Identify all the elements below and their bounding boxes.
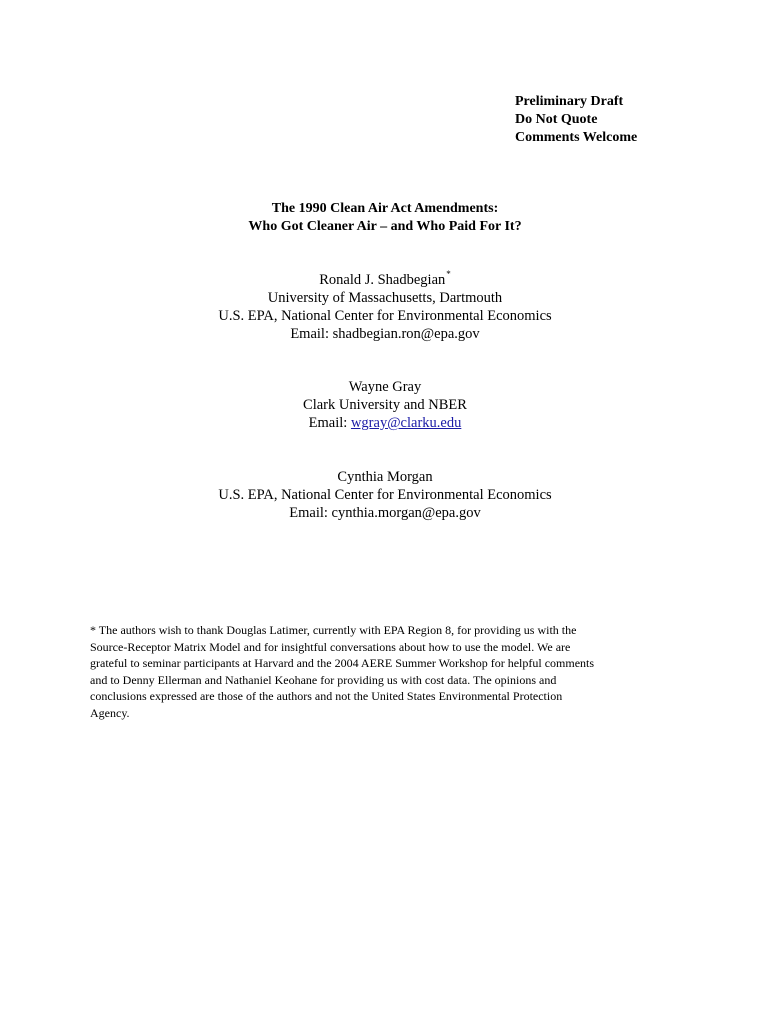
draft-notice [515, 93, 637, 147]
paper-title-line-2: Who Got Cleaner Air – and Who Paid For It? [248, 219, 522, 234]
email-label: Email: [308, 415, 351, 431]
footnote-line: Agency. [90, 705, 130, 720]
paper-title [0, 200, 770, 236]
author-name-line [0, 271, 770, 289]
footnote-line: Source-Receptor Matrix Model and for insightful conversations about how to use the model. We are [90, 639, 571, 654]
author-email: cynthia.morgan@epa.gov [331, 505, 481, 521]
author-email-line [0, 414, 770, 432]
draft-notice-line: Do Not Quote [515, 112, 598, 127]
author-block-gray [0, 378, 770, 432]
author-name: Ronald J. Shadbegian [319, 272, 446, 288]
footnote-line: grateful to seminar participants at Harvard and the 2004 AERE Summer Workshop for helpful comments [90, 656, 595, 671]
paper-title-line-1: The 1990 Clean Air Act Amendments: [271, 201, 499, 216]
draft-notice-line: Comments Welcome [515, 130, 638, 145]
author-affiliation: U.S. EPA, National Center for Environmental Economics [218, 308, 552, 324]
author-email-line [0, 325, 770, 343]
footnote-line: conclusions expressed are those of the authors and not the United States Environmental Protection [90, 689, 563, 704]
author-block-shadbegian [0, 271, 770, 343]
author-email-link[interactable]: wgray@clarku.edu [350, 415, 462, 431]
author-email: shadbegian.ron@epa.gov [332, 326, 480, 342]
footnote-marker: * [446, 269, 451, 279]
author-affiliation: University of Massachusetts, Dartmouth [267, 290, 503, 306]
author-affiliation: Clark University and NBER [303, 397, 467, 413]
author-affiliation: U.S. EPA, National Center for Environmental Economics [218, 487, 552, 503]
author-email-line [0, 504, 770, 522]
email-label: Email: [290, 326, 333, 342]
author-block-morgan [0, 468, 770, 522]
footnote-line: and to Denny Ellerman and Nathaniel Keohane for providing us with cost data. The opinions and [90, 672, 557, 687]
author-name: Cynthia Morgan [337, 469, 433, 485]
footnote-line: * The authors wish to thank Douglas Latimer, currently with EPA Region 8, for providing us with the [90, 623, 577, 637]
email-label: Email: [289, 505, 332, 521]
author-name: Wayne Gray [348, 379, 422, 395]
acknowledgement-footnote [90, 622, 690, 722]
draft-notice-line: Preliminary Draft [515, 94, 624, 109]
